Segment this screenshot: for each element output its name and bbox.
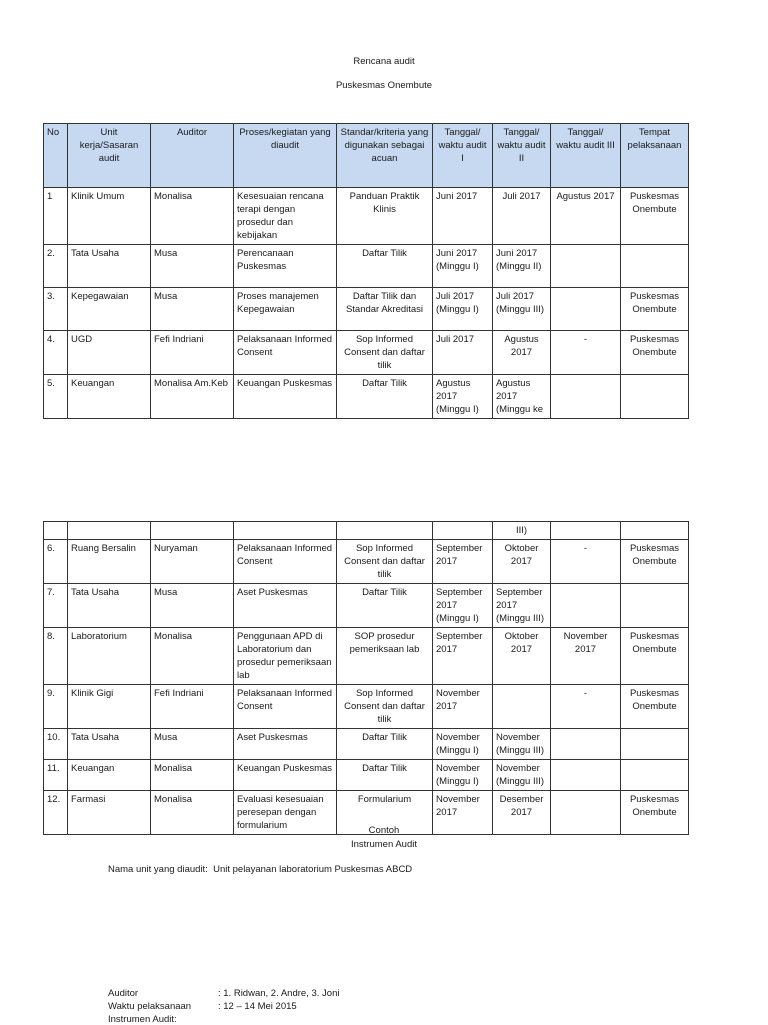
- table-cell: 1: [44, 188, 68, 245]
- table-cell: Fefi Indriani: [151, 685, 234, 729]
- table-cell: Keuangan Puskesmas: [234, 760, 337, 791]
- table-cell: Juni 2017: [433, 188, 493, 245]
- table-cell: November (Minggu III): [493, 760, 551, 791]
- table-cell: Juli 2017: [493, 188, 551, 245]
- table-cell: Farmasi: [68, 791, 151, 835]
- table-cell: [621, 245, 689, 288]
- table-cell: Fefi Indriani: [151, 331, 234, 375]
- table-cell: [234, 522, 337, 540]
- table-cell: Daftar Tilik: [337, 760, 433, 791]
- table-row: [44, 522, 689, 540]
- table-cell: Desember 2017: [493, 791, 551, 835]
- table-row: [44, 729, 689, 760]
- table-cell: November 2017: [433, 685, 493, 729]
- table-cell: Perencanaan Puskesmas: [234, 245, 337, 288]
- footer-label: Waktu pelaksanaan: [108, 1001, 192, 1012]
- footer-auditor-value: : 1. Ridwan, 2. Andre, 3. Joni: [218, 988, 340, 999]
- table-cell: [621, 584, 689, 628]
- table-cell: Puskesmas Onembute: [621, 188, 689, 245]
- table-cell: Agustus 2017 (Minggu ke: [493, 375, 551, 419]
- table-cell: UGD: [68, 331, 151, 375]
- table-cell: Juli 2017: [433, 331, 493, 375]
- table-cell: Juni 2017 (Minggu I): [433, 245, 493, 288]
- table-cell: Musa: [151, 245, 234, 288]
- table-cell: Proses manajemen Kepegawaian: [234, 288, 337, 331]
- table-cell: Oktober 2017: [493, 540, 551, 584]
- table-cell: Pelaksanaan Informed Consent: [234, 331, 337, 375]
- table-cell: 6.: [44, 540, 68, 584]
- footer-waktu-value: : 12 – 14 Mei 2015: [218, 1001, 297, 1012]
- table-cell: 4.: [44, 331, 68, 375]
- table-row: [44, 628, 689, 685]
- column-header: Tanggal/ waktu audit II: [493, 124, 551, 188]
- table-cell: Tata Usaha: [68, 729, 151, 760]
- table-cell: [493, 685, 551, 729]
- table-cell: -: [551, 685, 621, 729]
- table-row: [44, 760, 689, 791]
- table-cell: Musa: [151, 584, 234, 628]
- table-cell: [551, 245, 621, 288]
- table-cell: Daftar Tilik: [337, 584, 433, 628]
- column-header: Tanggal/ waktu audit III: [551, 124, 621, 188]
- table-row: [44, 584, 689, 628]
- footer-waktu: [108, 1001, 191, 1012]
- table-row: [44, 288, 689, 331]
- table-cell: [68, 522, 151, 540]
- table-cell: Sop Informed Consent dan daftar tilik: [337, 540, 433, 584]
- table-cell: November (Minggu I): [433, 729, 493, 760]
- table-cell: Musa: [151, 729, 234, 760]
- table-cell: Juli 2017 (Minggu III): [493, 288, 551, 331]
- table-cell: Puskesmas Onembute: [621, 288, 689, 331]
- column-header: Auditor: [151, 124, 234, 188]
- table-cell: Nuryaman: [151, 540, 234, 584]
- table-cell: November 2017: [551, 628, 621, 685]
- table-row: [44, 540, 689, 584]
- table-cell: Pelaksanaan Informed Consent: [234, 685, 337, 729]
- audit-plan-table: [43, 123, 689, 419]
- table-cell: Daftar Tilik dan Standar Akreditasi: [337, 288, 433, 331]
- table-cell: [337, 522, 433, 540]
- table-cell: -: [551, 540, 621, 584]
- table-cell: -: [551, 331, 621, 375]
- unit-label: Nama unit yang diaudit:: [108, 864, 208, 875]
- table-cell: Monalisa: [151, 760, 234, 791]
- table-row: [44, 331, 689, 375]
- table-cell: Agustus 2017 (Minggu I): [433, 375, 493, 419]
- table-cell: Panduan Praktik Klinis: [337, 188, 433, 245]
- table-cell: Agustus 2017: [551, 188, 621, 245]
- table-row: [44, 685, 689, 729]
- table-cell: Daftar Tilik: [337, 245, 433, 288]
- table-cell: Oktober 2017: [493, 628, 551, 685]
- contoh-label: Contoh: [368, 825, 400, 836]
- table-row: [44, 375, 689, 419]
- table-cell: November (Minggu I): [433, 760, 493, 791]
- footer-auditor: [108, 988, 138, 999]
- footer-label: Instrumen Audit:: [108, 1014, 177, 1025]
- table-cell: 11.: [44, 760, 68, 791]
- table-cell: Puskesmas Onembute: [621, 791, 689, 835]
- table-cell: [433, 522, 493, 540]
- table-cell: [551, 729, 621, 760]
- table-cell: Daftar Tilik: [337, 729, 433, 760]
- table-cell: Klinik Umum: [68, 188, 151, 245]
- table-cell: Monalisa: [151, 188, 234, 245]
- table-cell: [621, 522, 689, 540]
- table-cell: 3.: [44, 288, 68, 331]
- table-cell: Formularium: [337, 791, 433, 835]
- table-cell: Aset Puskesmas: [234, 584, 337, 628]
- table-cell: 12.: [44, 791, 68, 835]
- table-row: [44, 188, 689, 245]
- table-cell: Kepegawaian: [68, 288, 151, 331]
- table-cell: Laboratorium: [68, 628, 151, 685]
- table-cell: September 2017: [433, 628, 493, 685]
- table-header-row: [44, 124, 689, 188]
- table-cell: Keuangan: [68, 375, 151, 419]
- table-cell: 10.: [44, 729, 68, 760]
- table-cell: Klinik Gigi: [68, 685, 151, 729]
- footer-instrumen: [108, 1014, 177, 1025]
- table-cell: Tata Usaha: [68, 584, 151, 628]
- table-cell: 7.: [44, 584, 68, 628]
- table-cell: [621, 729, 689, 760]
- table-cell: Musa: [151, 288, 234, 331]
- table-cell: [551, 288, 621, 331]
- table-cell: 9.: [44, 685, 68, 729]
- table-cell: Sop Informed Consent dan daftar tilik: [337, 685, 433, 729]
- column-header: Unit kerja/Sasaran audit: [68, 124, 151, 188]
- table-cell: Aset Puskesmas: [234, 729, 337, 760]
- column-header: Standar/kriteria yang digunakan sebagai acuan: [337, 124, 433, 188]
- column-header: Proses/kegiatan yang diaudit: [234, 124, 337, 188]
- table-cell: Kesesuaian rencana terapi dengan prosedur dan kebijakan: [234, 188, 337, 245]
- page-subtitle: Puskesmas Onembute: [335, 80, 433, 91]
- table-cell: Evaluasi kesesuaian peresepan dengan formularium: [234, 791, 337, 835]
- table-cell: Juli 2017 (Minggu I): [433, 288, 493, 331]
- table-cell: III): [493, 522, 551, 540]
- table-cell: [551, 760, 621, 791]
- table-cell: [621, 760, 689, 791]
- table-cell: Puskesmas Onembute: [621, 540, 689, 584]
- table-cell: Daftar Tilik: [337, 375, 433, 419]
- table-cell: [551, 375, 621, 419]
- table-cell: November (Minggu III): [493, 729, 551, 760]
- table-cell: Puskesmas Onembute: [621, 331, 689, 375]
- table-cell: [551, 584, 621, 628]
- column-header: Tanggal/ waktu audit I: [433, 124, 493, 188]
- table-cell: September 2017 (Minggu I): [433, 584, 493, 628]
- unit-value: Unit pelayanan laboratorium Puskesmas ABCD: [213, 864, 413, 875]
- table-cell: November 2017: [433, 791, 493, 835]
- table-cell: 8.: [44, 628, 68, 685]
- table-cell: Penggunaan APD di Laboratorium dan prosedur pemeriksaan lab: [234, 628, 337, 685]
- table-cell: Juni 2017 (Minggu II): [493, 245, 551, 288]
- table-row: [44, 245, 689, 288]
- table-cell: [151, 522, 234, 540]
- table-cell: [621, 375, 689, 419]
- table-cell: 5.: [44, 375, 68, 419]
- table-cell: [44, 522, 68, 540]
- table-cell: Monalisa: [151, 628, 234, 685]
- table-cell: Monalisa: [151, 791, 234, 835]
- table-cell: Pelaksanaan Informed Consent: [234, 540, 337, 584]
- table-cell: Puskesmas Onembute: [621, 628, 689, 685]
- footer-label: Auditor: [108, 988, 139, 999]
- unit-line: [108, 864, 412, 875]
- table-cell: Tata Usaha: [68, 245, 151, 288]
- table-cell: September 2017 (Minggu III): [493, 584, 551, 628]
- table-cell: September 2017: [433, 540, 493, 584]
- table-cell: Keuangan Puskesmas: [234, 375, 337, 419]
- table-cell: Monalisa Am.Keb: [151, 375, 234, 419]
- table-cell: SOP prosedur pemeriksaan lab: [337, 628, 433, 685]
- table-cell: Puskesmas Onembute: [621, 685, 689, 729]
- column-header: Tempat pelaksanaan: [621, 124, 689, 188]
- table-cell: Sop Informed Consent dan daftar tilik: [337, 331, 433, 375]
- table-cell: Ruang Bersalin: [68, 540, 151, 584]
- page-title: Rencana audit: [353, 56, 415, 67]
- audit-plan-table-continued: [43, 521, 689, 835]
- table-cell: [551, 522, 621, 540]
- table-cell: Keuangan: [68, 760, 151, 791]
- column-header: No: [44, 124, 68, 188]
- table-cell: Agustus 2017: [493, 331, 551, 375]
- table-cell: 2.: [44, 245, 68, 288]
- instrumen-title: Instrumen Audit: [350, 839, 417, 850]
